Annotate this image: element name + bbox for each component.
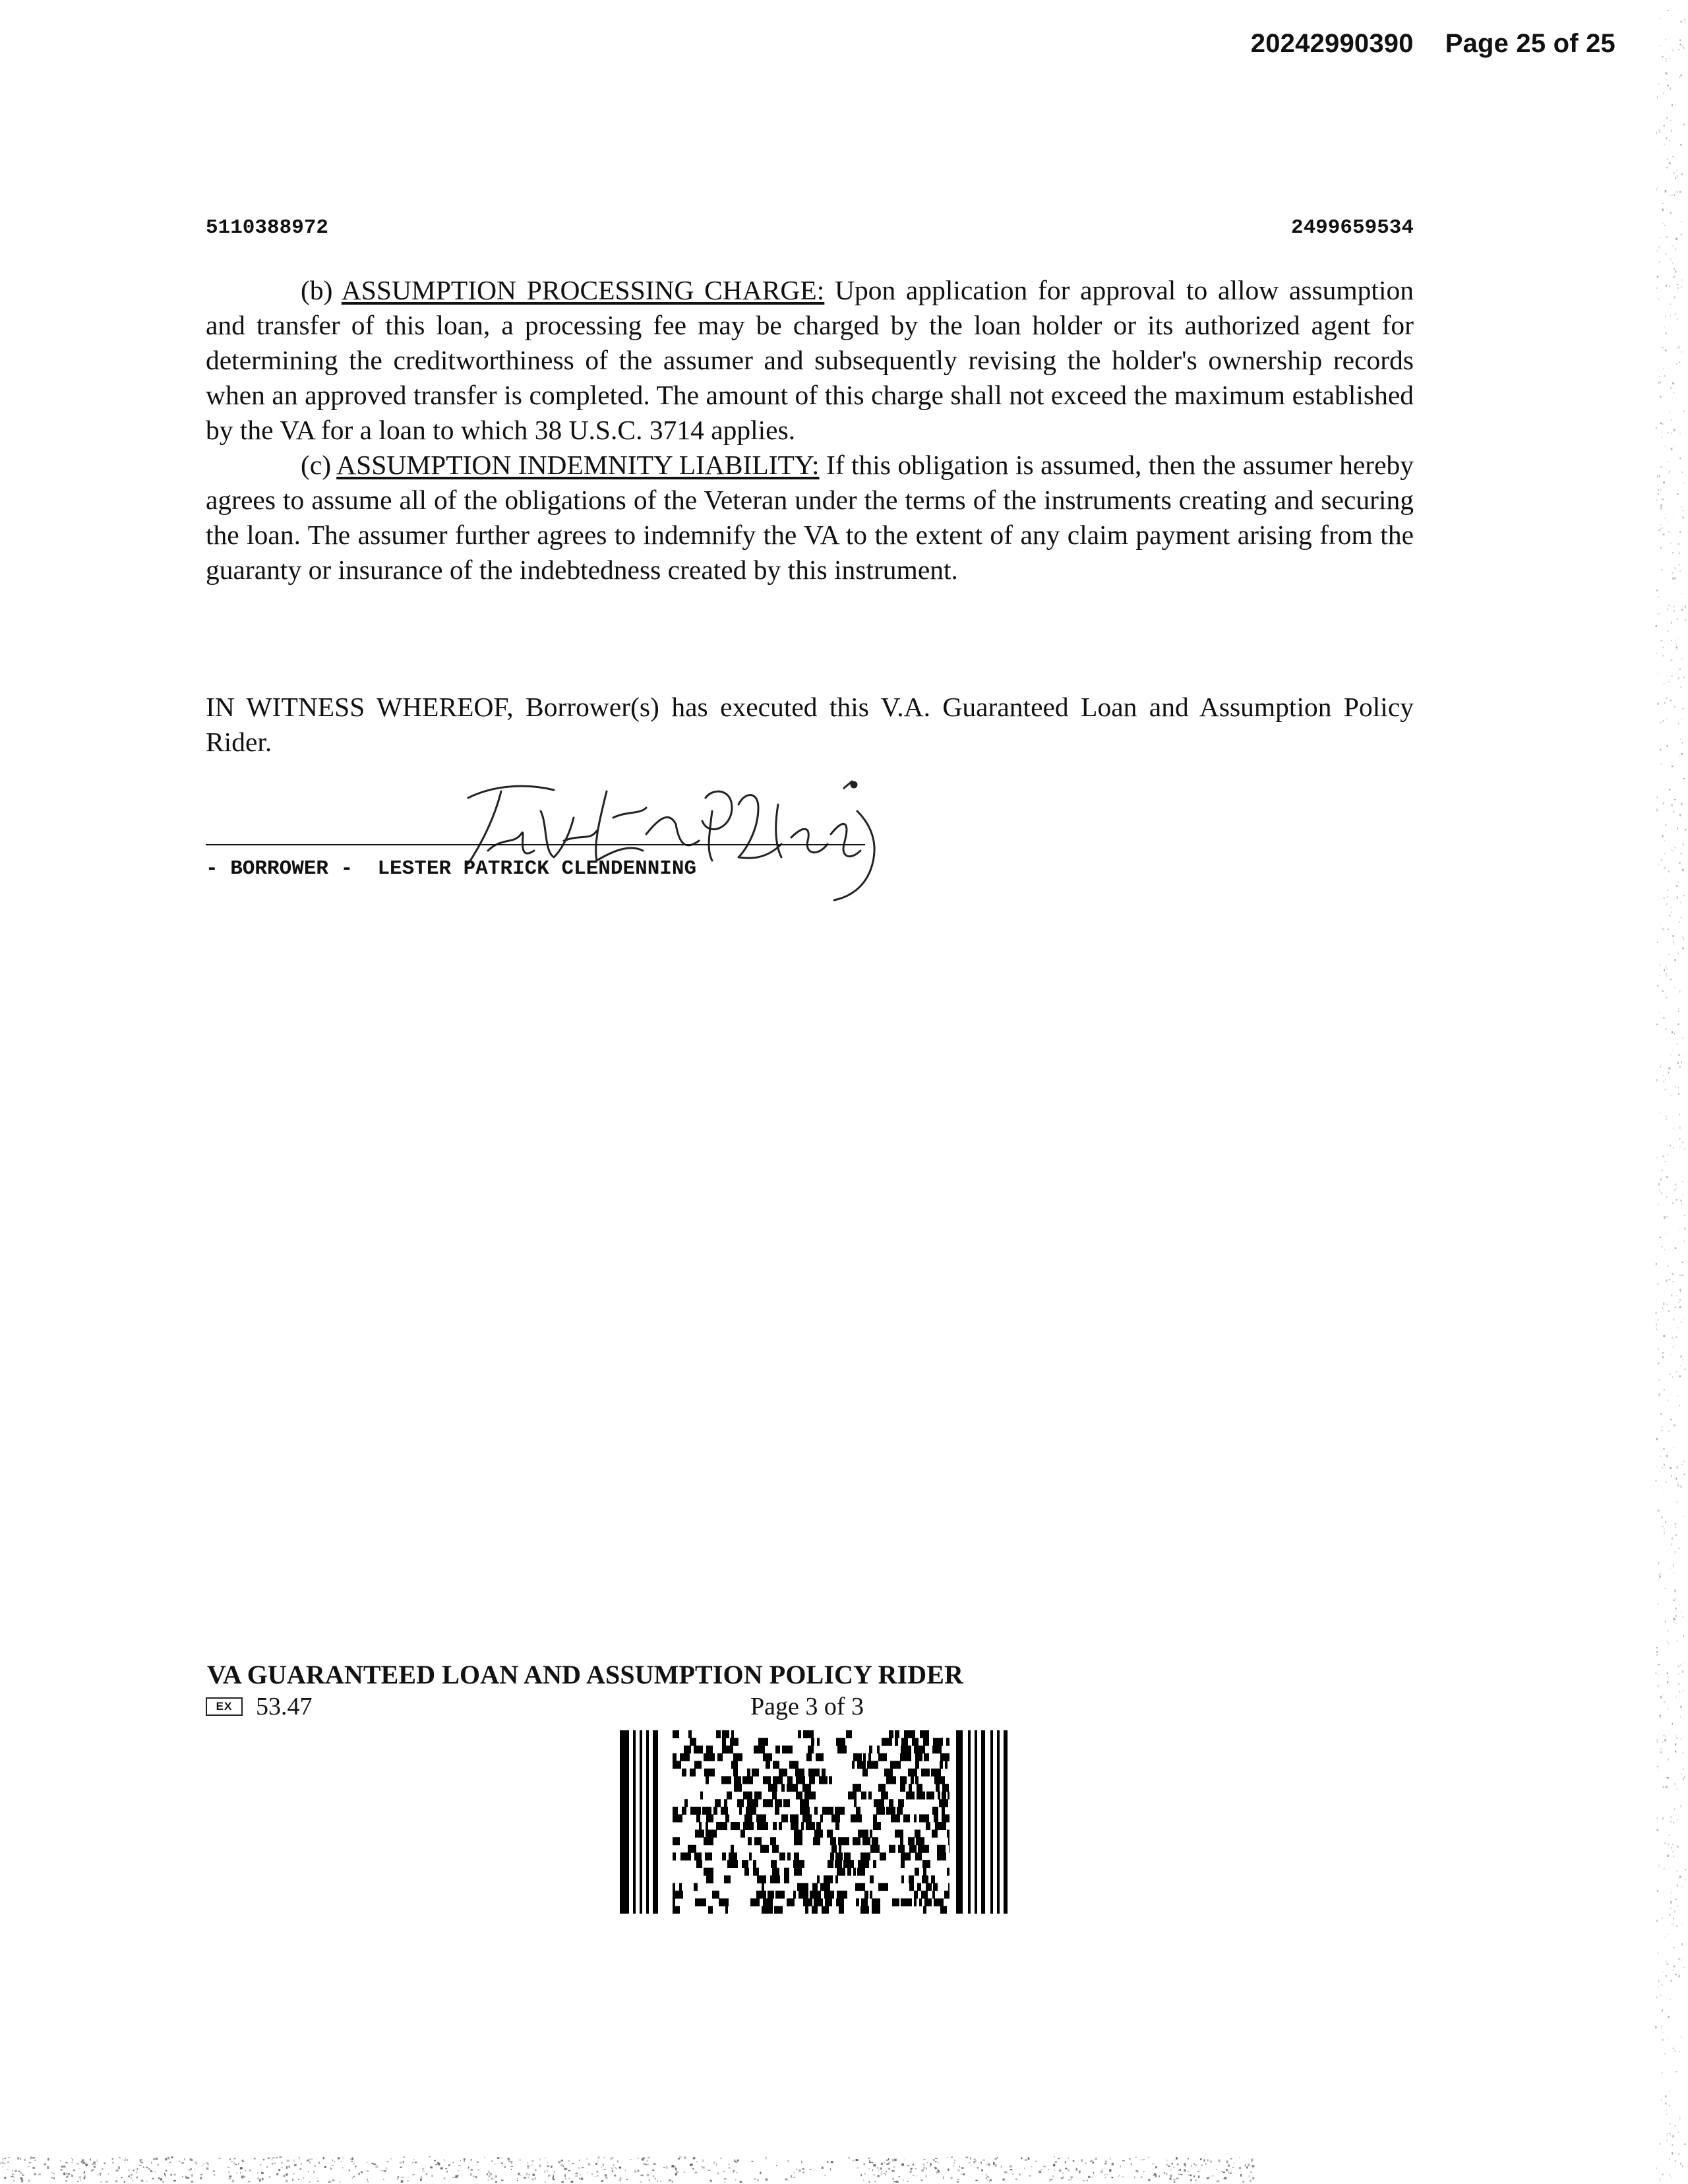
section-b	[206, 273, 1414, 448]
pdf417-barcode-icon	[620, 1730, 1008, 1914]
rider-body	[206, 273, 1414, 588]
header-page-label: Page 25 of 25	[1445, 29, 1615, 58]
recording-header	[1251, 29, 1615, 59]
scan-noise-strip	[0, 2130, 1688, 2183]
form-code-row	[206, 1692, 313, 1721]
witness-text: IN WITNESS WHEREOF, Borrower(s) has executed this V.A. Guaranteed Loan and Assumption Policy Rider.	[206, 692, 1414, 757]
loan-number-left: 5110388972	[206, 216, 329, 239]
borrower-signature-label: - BORROWER - LESTER PATRICK CLENDENNING	[206, 857, 697, 880]
section-c	[206, 448, 1414, 588]
form-page-label: Page 3 of 3	[750, 1693, 864, 1720]
document-number: 20242990390	[1250, 29, 1414, 58]
form-code: 53.47	[256, 1693, 313, 1720]
section-b-heading: ASSUMPTION PROCESSING CHARGE:	[341, 275, 825, 305]
section-c-heading: ASSUMPTION INDEMNITY LIABILITY:	[336, 450, 820, 480]
section-b-prefix: (b)	[301, 275, 342, 305]
scan-edge-noise	[1642, 0, 1688, 2184]
section-b-text: Upon application for approval to allow assumption and transfer of this loan, a processing fee may be charged by the loan holder or its authorized agent for determining the creditworthiness of the assumer and subsequently revising the holder's ownership records when an approved transfer is completed. The amount of this charge shall not exceed the maximum established by the VA for a loan to which 38 U.S.C. 3714 applies.	[206, 275, 1414, 445]
loan-number-right: 2499659534	[1290, 216, 1414, 239]
section-c-text: If this obligation is assumed, then the assumer hereby agrees to assume all of the obligations of the Veteran under the terms of the instruments creating and securing the loan. The assumer further agrees to indemnify the VA to the extent of any claim payment arising from the guaranty or insurance of the indebtedness created by this instrument.	[206, 450, 1414, 585]
form-title: VA GUARANTEED LOAN AND ASSUMPTION POLICY RIDER	[207, 1660, 963, 1689]
handwritten-signature-icon	[448, 772, 897, 903]
form-badge-icon: EX	[206, 1697, 243, 1716]
signature-line	[206, 844, 865, 845]
section-c-prefix: (c)	[301, 450, 337, 480]
witness-clause	[206, 690, 1414, 760]
